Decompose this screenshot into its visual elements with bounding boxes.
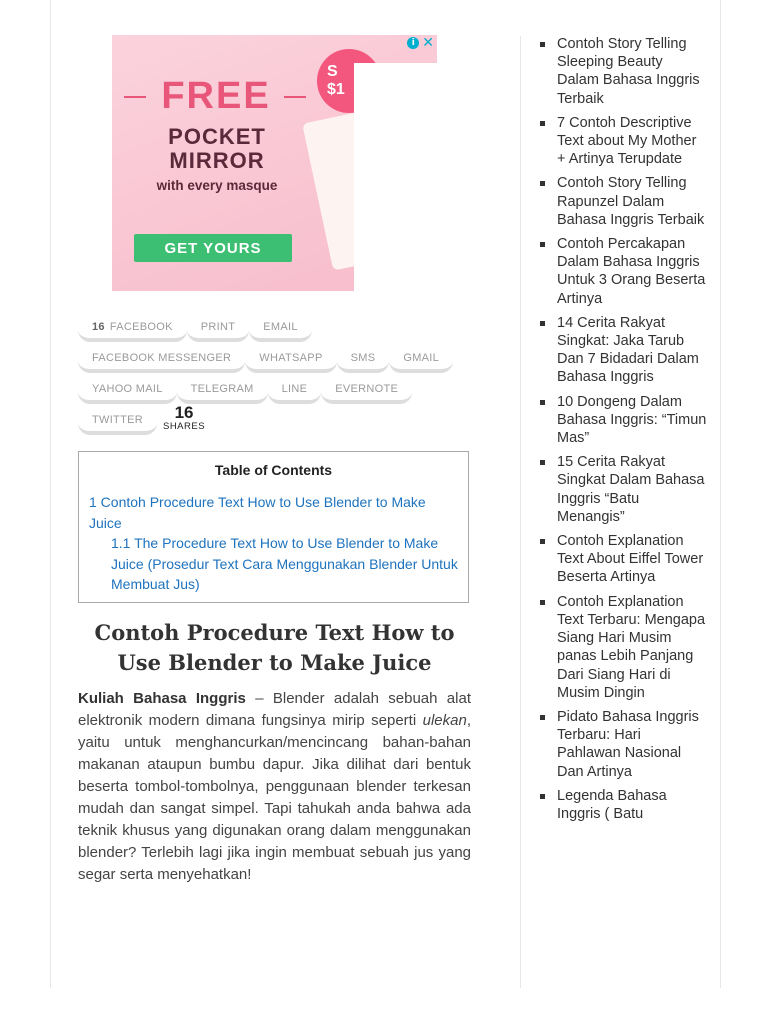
share-row [78, 403, 478, 440]
toc-sublink[interactable]: 1.1 The Procedure Text How to Use Blender to Make Juice (Prosedur Text Cara Menggunakan Blender Untuk Membuat Jus) [111, 535, 458, 592]
sidebar-item [537, 35, 707, 108]
sidebar-link[interactable]: Contoh Story Telling Sleeping Beauty Dalam Bahasa Inggris Terbaik [557, 36, 700, 107]
share-evernote-button[interactable]: EVERNOTE [321, 378, 412, 404]
sidebar-item [537, 314, 707, 387]
toc-title: Table of Contents [214, 462, 333, 478]
paragraph-text: , yaitu untuk menghancurkan/mencincang bahan-bahan makanan ataupun bumbu dapur. Jika dilihat dari bentuk beserta tombol-tombolnya, penggunaan blender terkesan mudah dan sangat simpel. Tapi tahukah anda bahwa ada teknik khusus yang digunakan orang dalam menggunakan blender? Terlebih lagi jika ingin membuat sebuah jus yang segar serta menyehatkan! [78, 712, 471, 883]
share-email-button[interactable]: EMAIL [249, 316, 312, 342]
share-row [78, 316, 478, 347]
ad-product-line2: MIRROR [169, 148, 265, 173]
sidebar-link[interactable]: Legenda Bahasa Inggris ( Batu [557, 787, 667, 822]
sidebar-link[interactable]: Contoh Percakapan Dalam Bahasa Inggris Untuk 3 Orang Beserta Artinya [557, 236, 706, 307]
share-telegram-button[interactable]: TELEGRAM [177, 378, 268, 404]
sidebar-item [537, 453, 707, 526]
sidebar-item [537, 235, 707, 308]
sidebar-link[interactable]: 15 Cerita Rakyat Singkat Dalam Bahasa Inggris “Batu Menangis” [557, 454, 705, 525]
share-facebook-label: FACEBOOK [109, 321, 173, 333]
share-gmail-button[interactable]: GMAIL [389, 347, 453, 373]
sidebar-item [537, 114, 707, 169]
ad-subtitle: with every masque [156, 178, 278, 193]
ad-headline: FREE [161, 75, 271, 117]
share-facebook-button[interactable] [78, 316, 187, 342]
article-title: Contoh Procedure Text How to Use Blender to Make Juice [94, 620, 455, 675]
share-print-button[interactable]: PRINT [187, 316, 250, 342]
column-divider [520, 36, 521, 988]
close-icon[interactable]: ✕ [422, 35, 434, 51]
ad-blank-area [354, 63, 437, 291]
paragraph-italic: ulekan [422, 712, 467, 729]
sidebar-link[interactable]: Contoh Explanation Text About Eiffel Tower Beserta Artinya [557, 533, 704, 586]
sidebar-item [537, 593, 707, 702]
total-shares [163, 404, 205, 440]
paragraph-text: – Blender adalah sebuah alat elektronik modern dimana fungsinya mirip seperti [78, 690, 471, 729]
total-shares-count: 16 [174, 403, 194, 422]
share-line-button[interactable]: LINE [268, 378, 322, 404]
sidebar-link[interactable]: Contoh Story Telling Rapunzel Dalam Bahasa Inggris Terbaik [557, 175, 705, 228]
ad-product-line1: POCKET [168, 124, 266, 149]
sidebar-link[interactable]: 14 Cerita Rakyat Singkat: Jaka Tarub Dan 7 Bidadari Dalam Bahasa Inggris [557, 314, 699, 386]
sidebar-related-posts [537, 35, 707, 829]
share-whatsapp-button[interactable]: WHATSAPP [245, 347, 336, 373]
share-yahoo-button[interactable]: YAHOO MAIL [78, 378, 177, 404]
sidebar-item [537, 787, 707, 823]
sidebar-item [537, 174, 707, 229]
sidebar-link[interactable]: Contoh Explanation Text Terbaru: Mengapa Siang Hari Musim panas Lebih Panjang Dari Siang Hari di Musim Dingin [557, 593, 706, 701]
site-name: Kuliah Bahasa Inggris [78, 690, 246, 707]
total-shares-label: SHARES [162, 421, 206, 432]
sidebar-item [537, 708, 707, 781]
facebook-share-count: 16 [92, 321, 105, 333]
ad-badge-line2: $1 [327, 81, 345, 98]
advertisement-banner[interactable] [112, 35, 437, 291]
ad-product-name [122, 125, 312, 173]
sidebar-link[interactable]: 7 Contoh Descriptive Text about My Mother + Artinya Terupdate [557, 114, 697, 168]
share-row [78, 347, 478, 378]
share-row [78, 378, 478, 409]
share-messenger-button[interactable]: FACEBOOK MESSENGER [78, 347, 245, 373]
sidebar-item [537, 532, 707, 587]
share-twitter-button[interactable]: TWITTER [78, 409, 157, 435]
ad-cta-button[interactable]: GET YOURS [134, 234, 292, 262]
ad-badge-line1: S [327, 63, 338, 80]
toc-link[interactable]: 1 Contoh Procedure Text How to Use Blender to Make Juice [89, 494, 426, 531]
sidebar-link[interactable]: 10 Dongeng Dalam Bahasa Inggris: “Timun Mas” [557, 393, 707, 447]
table-of-contents [78, 451, 469, 603]
sidebar-item [537, 393, 707, 448]
share-sms-button[interactable]: SMS [337, 347, 390, 373]
sidebar-link[interactable]: Pidato Bahasa Inggris Terbaru: Hari Pahlawan Nasional Dan Artinya [557, 708, 699, 780]
adchoices-icon[interactable]: i [407, 37, 419, 49]
article-paragraph [78, 688, 471, 886]
share-buttons [78, 316, 478, 440]
ad-choices[interactable] [407, 37, 434, 49]
